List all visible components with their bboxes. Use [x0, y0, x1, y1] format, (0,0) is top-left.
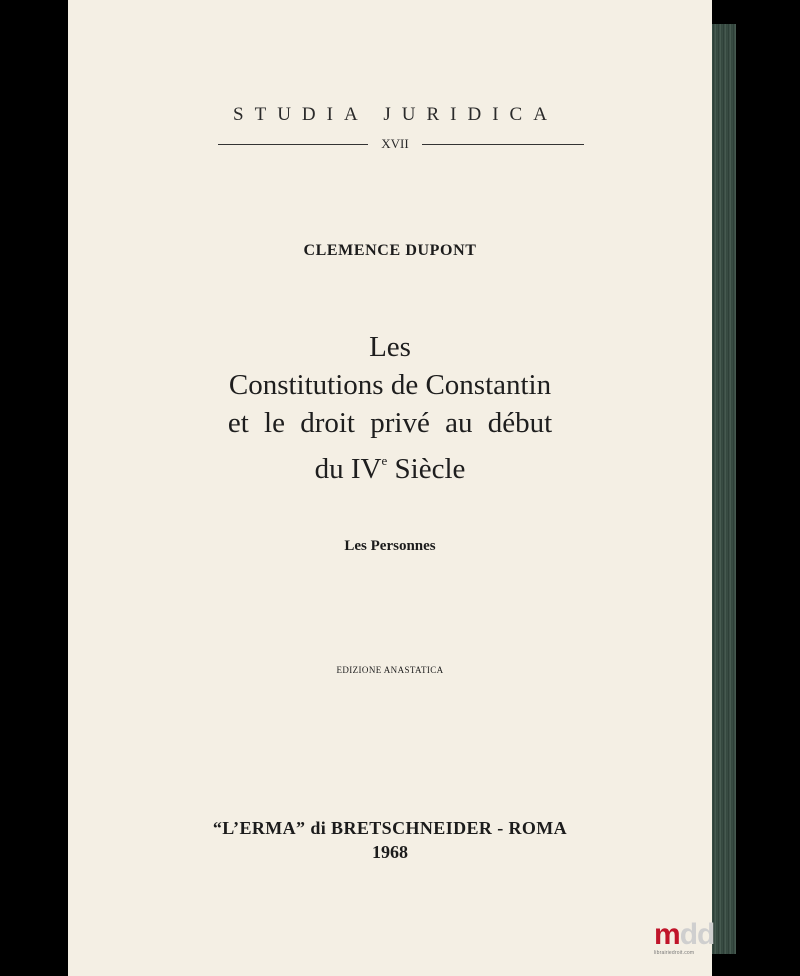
logo-caption: librairiedroit.com: [654, 950, 695, 956]
logo-wordmark: [654, 920, 732, 950]
rule-right: [422, 144, 584, 145]
series-title: STUDIA JURIDICA: [233, 104, 558, 125]
logo-m: m: [654, 918, 680, 951]
logo-dd: dd: [679, 918, 715, 951]
title-line-3: et le droit privé au début: [227, 407, 553, 439]
title-line-1: Les: [369, 331, 411, 363]
series-rule: [218, 136, 584, 152]
book-page-edges: [712, 24, 736, 954]
title-line-4-prefix: du IV: [314, 453, 382, 485]
title-line-2: Constitutions de Constantin: [228, 369, 552, 401]
mdd-logo: [654, 920, 732, 972]
author-name: CLEMENCE DUPONT: [303, 242, 477, 259]
rule-left: [218, 144, 368, 145]
book-title: [68, 328, 712, 488]
publication-year: 1968: [372, 842, 408, 862]
publisher: “L’ERMA” di BRETSCHNEIDER - ROMA: [212, 818, 568, 838]
title-line-4: [68, 442, 712, 488]
title-page: [68, 0, 712, 976]
subtitle: Les Personnes: [344, 538, 436, 554]
series-number: XVII: [381, 136, 409, 151]
title-line-4-sup: e: [381, 453, 388, 468]
title-line-4-suffix: Siècle: [387, 453, 466, 485]
edition-note: EDIZIONE ANASTATICA: [336, 665, 444, 675]
